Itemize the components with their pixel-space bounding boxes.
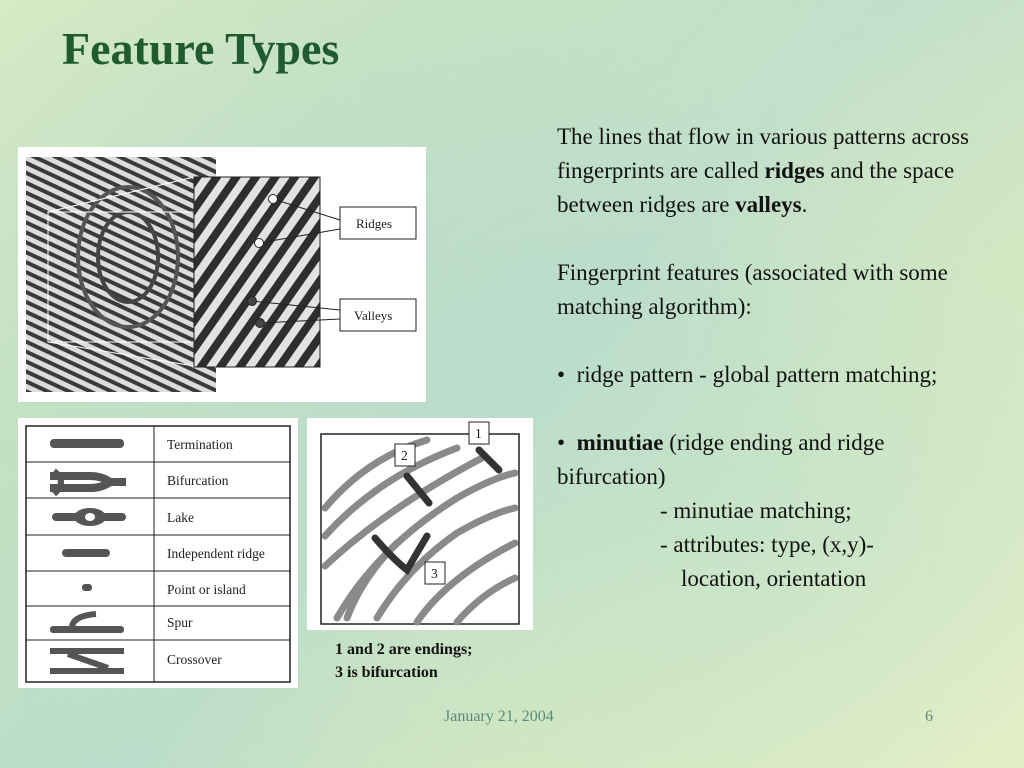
sub-item-attributes: - attributes: type, (x,y)- [660,532,874,557]
ridges-term: ridges [764,158,825,183]
minutia-label-2: 2 [401,448,408,463]
row-label-spur: Spur [167,615,193,630]
fingerprint-illustration [18,147,426,402]
sub-item-location-orientation: location, orientation [681,566,867,591]
minutiae-example-illustration [307,418,533,630]
minutiae-example-figure [307,418,533,630]
valleys-term: valleys [735,192,802,217]
features-intro-paragraph: Fingerprint features (associated with some matching algorithm): [557,260,948,319]
page-number: 6 [925,708,933,725]
row-label-bifurcation: Bifurcation [167,473,229,488]
para1-text-b: and the space between ridges are [557,158,955,217]
footer-date: January 21, 2004 [444,708,554,725]
bullet-minutiae [557,426,997,494]
minutia-label-1: 1 [475,426,482,441]
row-label-termination: Termination [167,437,233,452]
point-island-icon [82,584,92,591]
row-label-crossover: Crossover [167,652,222,667]
minutia-label-3: 3 [431,566,438,581]
bullet-dot: • [557,430,566,455]
ridges-label: Ridges [356,216,393,231]
figure-caption [335,638,535,684]
bullet-dot: • [557,362,566,387]
fingerprint-figure [18,147,426,402]
para1-text-c: . [801,192,808,217]
para1-text-a: The lines that flow in various patterns across fingerprints are called [557,124,969,183]
ridges-valleys-paragraph [557,120,997,222]
caption-line-2: 3 is bifurcation [335,664,438,681]
caption-line-1: 1 and 2 are endings; [335,641,473,658]
minutiae-types-table [18,418,298,688]
termination-icon [50,439,124,448]
slide-title: Feature Types [62,23,340,74]
sub-item-minutiae-matching: - minutiae matching; [660,498,852,523]
independent-ridge-icon [62,549,110,557]
minutiae-term: minutiae [576,430,664,455]
row-label-lake: Lake [167,510,194,525]
body-text [557,120,997,596]
bullet2-text: (ridge ending and ridge bifurcation) [557,430,885,489]
row-label-point-or-island: Point or island [167,582,246,597]
bullet1-text: ridge pattern - global pattern matching; [576,362,938,387]
row-label-independent-ridge: Independent ridge [167,546,265,561]
valleys-label: Valleys [354,308,393,323]
minutiae-table-illustration [18,418,298,688]
bullet-ridge-pattern [557,358,997,392]
